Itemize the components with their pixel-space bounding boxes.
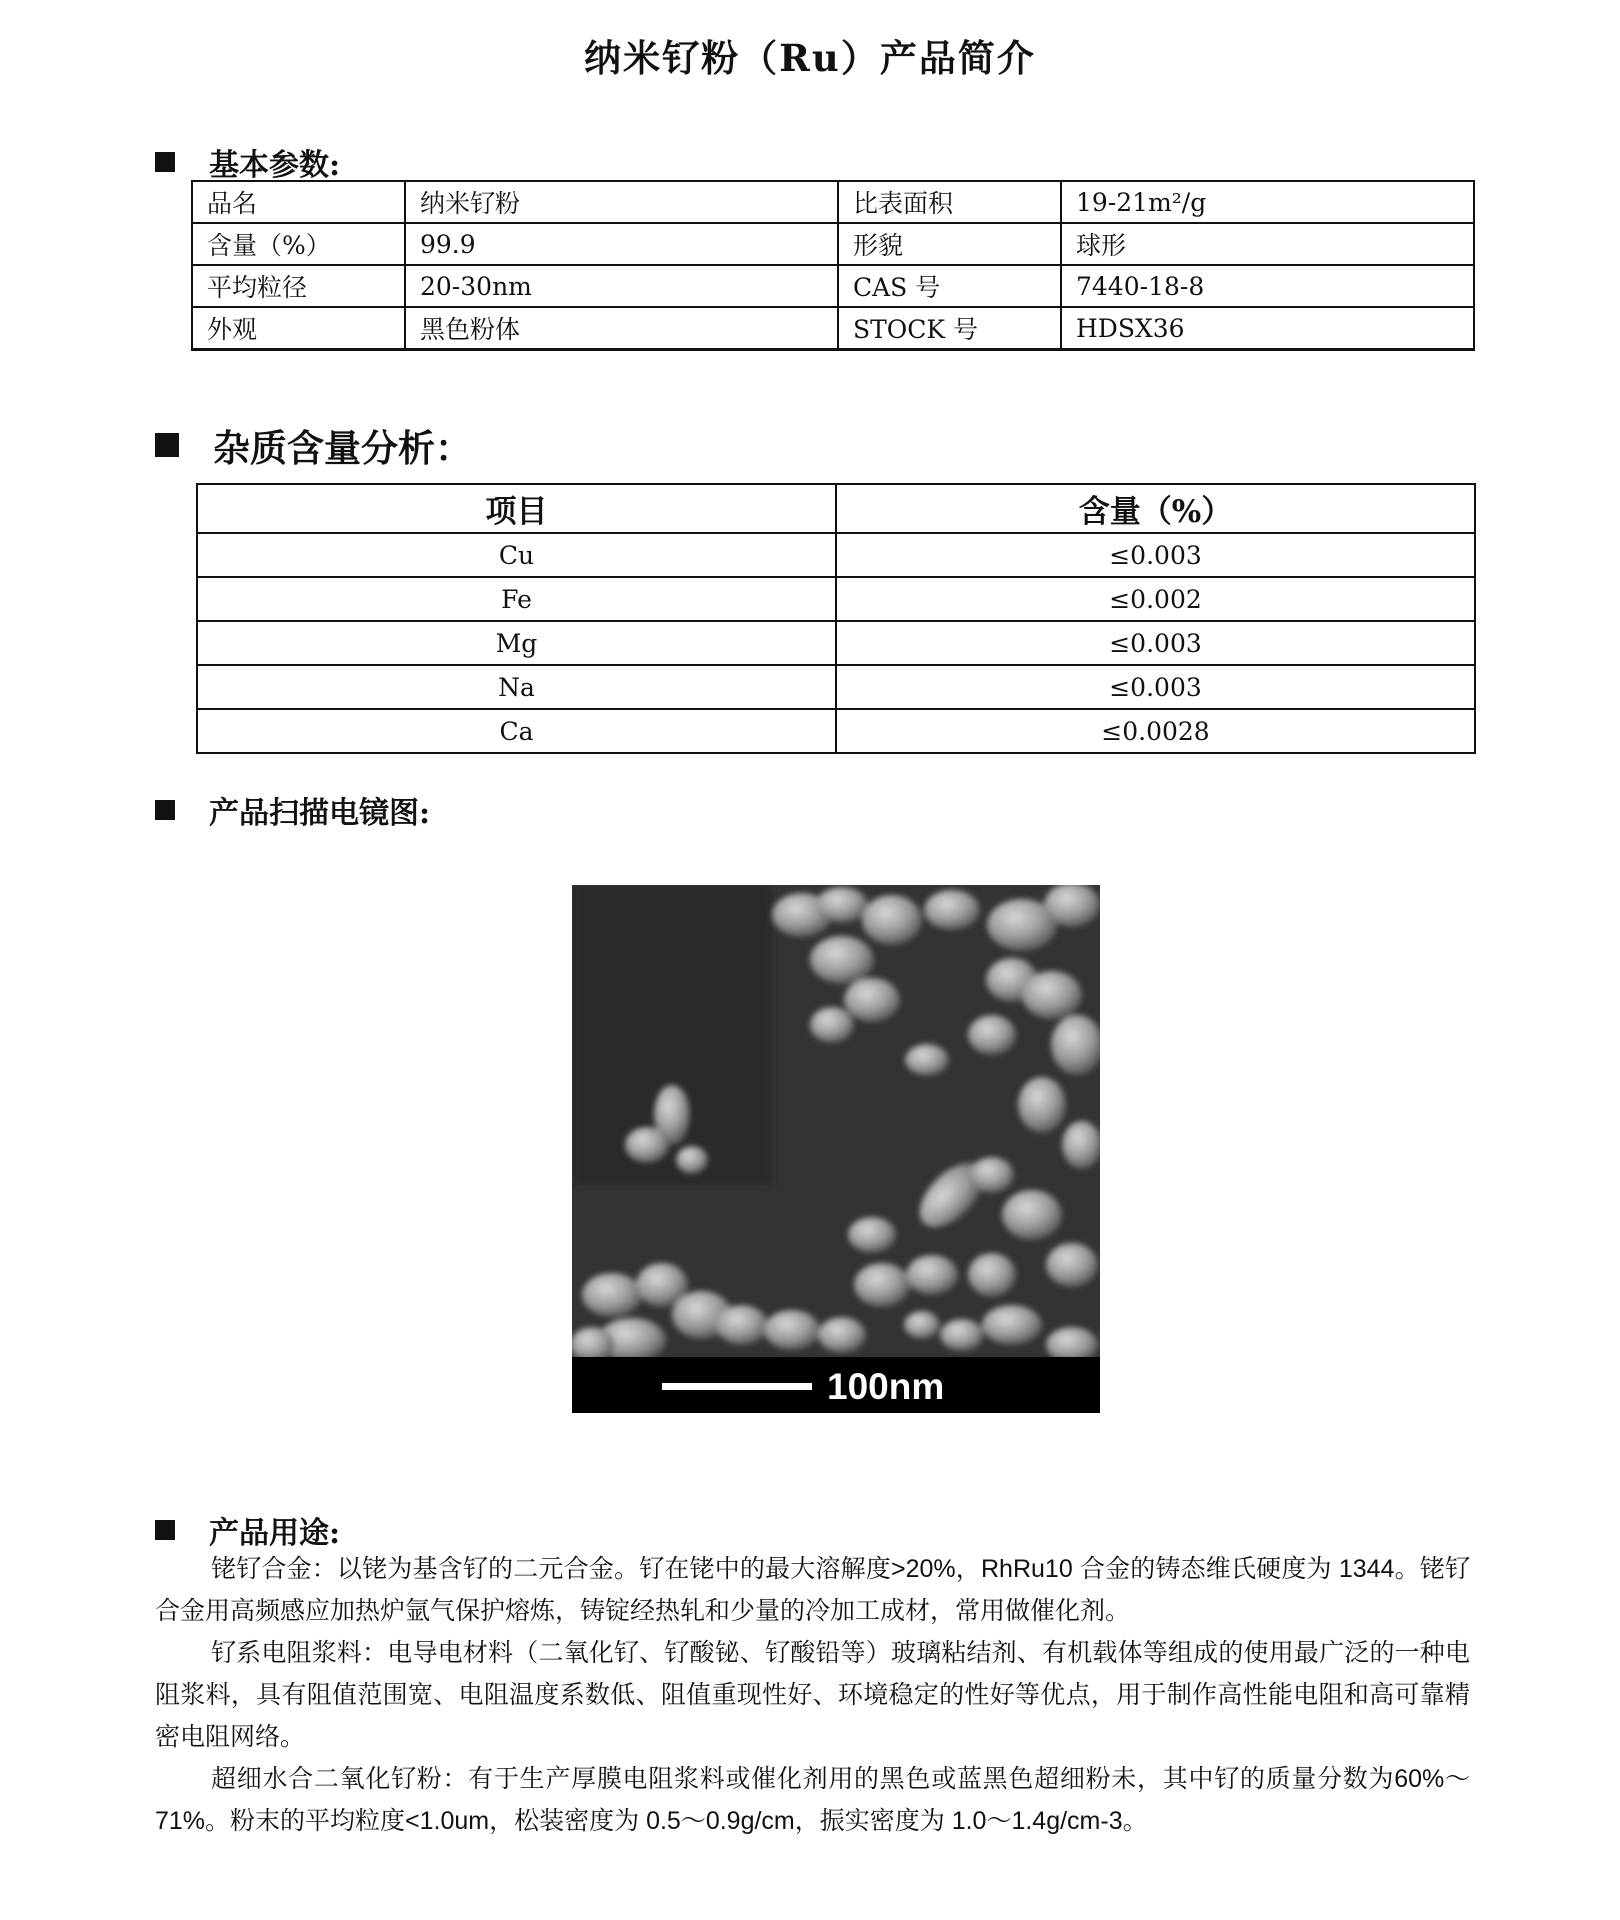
- table-cell: STOCK 号: [838, 307, 1061, 350]
- table-header-cell: 项目: [197, 484, 836, 533]
- table-cell: ≤0.003: [836, 621, 1475, 665]
- section-label: 基本参数:: [209, 148, 341, 183]
- section-label: 杂质含量分析：: [213, 426, 472, 470]
- section-label: 产品用途:: [209, 1516, 341, 1551]
- bullet-square-icon: [155, 1520, 175, 1540]
- section-label: 产品扫描电镜图:: [209, 796, 431, 831]
- table-cell: 黑色粉体: [405, 307, 838, 350]
- table-cell: 99.9: [405, 223, 838, 265]
- table-cell: ≤0.003: [836, 533, 1475, 577]
- table-cell: 纳米钌粉: [405, 181, 838, 223]
- usage-paragraph: 铑钌合金：以铑为基含钌的二元合金。钌在铑中的最大溶解度>20%，RhRu10 合金的铸态维氏硬度为 1344。铑钌合金用高频感应加热炉氩气保护熔炼，铸锭经热轧和少量的冷加工成材，常用做催化剂。: [155, 1555, 1470, 1625]
- table-cell: 19-21m²/g: [1061, 181, 1474, 223]
- basic-params-table: [191, 180, 1475, 351]
- table-cell: 外观: [192, 307, 405, 350]
- table-cell: Fe: [197, 577, 836, 621]
- table-row: [197, 577, 1475, 621]
- bullet-square-icon: [155, 152, 175, 172]
- sem-micrograph: [572, 885, 1100, 1413]
- table-cell: ≤0.003: [836, 665, 1475, 709]
- section-heading-sem: [155, 788, 430, 832]
- table-cell: 7440-18-8: [1061, 265, 1474, 307]
- section-heading-impurity: [155, 418, 472, 472]
- table-cell: Na: [197, 665, 836, 709]
- table-cell: 20-30nm: [405, 265, 838, 307]
- table-cell: 平均粒径: [192, 265, 405, 307]
- section-heading-basic: [155, 140, 340, 184]
- table-cell: Cu: [197, 533, 836, 577]
- table-row: [192, 265, 1474, 307]
- usage-paragraph: 超细水合二氧化钌粉：有于生产厚膜电阻浆料或催化剂用的黑色或蓝黑色超细粉未，其中钌的质量分数为60%～71%。粉末的平均粒度<1.0um，松装密度为 0.5～0.9g/cm，振实密度为 1.0～1.4g/cm-3。: [155, 1765, 1470, 1835]
- page-title: 纳米钌粉（Ru）产品简介: [584, 36, 1036, 80]
- sem-scale-bar: [662, 1383, 812, 1390]
- table-header-cell: 含量（%）: [836, 484, 1475, 533]
- impurity-table: [196, 483, 1476, 754]
- table-cell: Ca: [197, 709, 836, 753]
- table-row: [197, 621, 1475, 665]
- table-cell: 品名: [192, 181, 405, 223]
- table-row: [197, 709, 1475, 753]
- table-row: [197, 665, 1475, 709]
- table-header-row: [197, 484, 1475, 533]
- table-row: [192, 181, 1474, 223]
- table-cell: CAS 号: [838, 265, 1061, 307]
- table-cell: HDSX36: [1061, 307, 1474, 350]
- bullet-square-icon: [155, 800, 175, 820]
- bullet-square-icon: [155, 433, 179, 457]
- table-cell: Mg: [197, 621, 836, 665]
- sem-scale-label: 100nm: [827, 1366, 945, 1407]
- table-row: [192, 307, 1474, 350]
- usage-text: [155, 1548, 1470, 1842]
- table-cell: 含量（%）: [192, 223, 405, 265]
- table-cell: 形貌: [838, 223, 1061, 265]
- table-cell: 比表面积: [838, 181, 1061, 223]
- table-row: [197, 533, 1475, 577]
- table-cell: ≤0.0028: [836, 709, 1475, 753]
- usage-paragraph: 钌系电阻浆料：电导电材料（二氧化钌、钌酸铋、钌酸铅等）玻璃粘结剂、有机载体等组成的使用最广泛的一种电阻浆料，具有阻值范围宽、电阻温度系数低、阻值重现性好、环境稳定的性好等优点，用于制作高性能电阻和高可靠精密电阻网络。: [155, 1639, 1470, 1751]
- section-heading-usage: [155, 1508, 340, 1552]
- table-row: [192, 223, 1474, 265]
- sem-image-svg: [572, 885, 1100, 1413]
- table-cell: 球形: [1061, 223, 1474, 265]
- table-cell: ≤0.002: [836, 577, 1475, 621]
